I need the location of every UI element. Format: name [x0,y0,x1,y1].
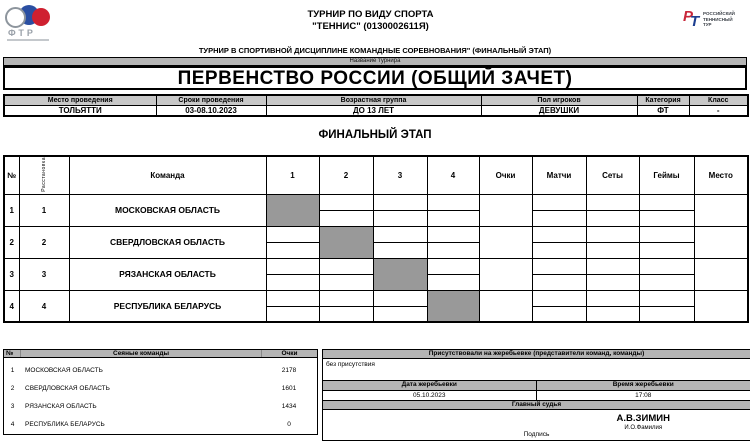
rtt-text-line2: ТЕННИСНЫЙ [703,17,735,23]
draw-time-value: 17:08 [537,391,750,400]
info-value-cell: ТОЛЬЯТТИ [4,105,156,116]
match-score-cell-top [427,194,479,210]
sport-title-line2: "ТЕННИС" (0130002611Я) [58,21,683,33]
match-score-cell-top [373,290,427,306]
ftr-logo-caption-bar [7,39,49,41]
rtt-logo-letters-icon [683,8,703,32]
draw-date-value: 05.10.2023 [323,391,537,400]
chief-referee-header-bar: Главный судья [323,401,750,410]
match-score-cell-bottom [319,306,373,322]
points-cell [479,258,532,290]
seeded-team-row [4,397,317,415]
match-score-cell-bottom [373,242,427,258]
signature-area [323,410,750,440]
seeded-team-name: СВЕРДЛОВСКАЯ ОБЛАСТЬ [21,385,261,392]
seeded-team-number: 4 [4,421,21,428]
rtt-text-line1: РОССИЙСКИЙ [703,11,735,17]
match-score-cell-top [427,226,479,242]
team-name-cell: МОСКОВСКАЯ ОБЛАСТЬ [69,194,266,226]
seeded-header-points: Очки [261,350,317,357]
match-score-cell-bottom [266,242,319,258]
games-cell-bottom [639,274,694,290]
matches-cell-bottom [532,210,586,226]
seeded-team-name: МОСКОВСКАЯ ОБЛАСТЬ [21,367,261,374]
seeded-team-points: 2178 [261,367,317,374]
matches-cell-bottom [532,242,586,258]
results-header-cell: Очки [479,156,532,194]
match-score-cell-bottom [373,306,427,322]
info-value-row [4,105,748,116]
matches-cell-top [532,258,586,274]
results-header-cell: Команда [69,156,266,194]
team-row-top [4,194,748,210]
info-value-cell: 03-08.10.2023 [156,105,266,116]
tournament-name-title: ПЕРВЕНСТВО РОССИИ (ОБЩИЙ ЗАЧЕТ) [3,66,747,90]
seeded-team-row [4,361,317,379]
results-header-cell: Сеты [586,156,639,194]
ftr-logo-tennis-ball-icon [5,7,26,28]
matches-cell-top [532,226,586,242]
match-score-cell-top [266,226,319,242]
seeded-team-row [4,415,317,433]
draw-datetime-header-bar [323,381,750,391]
match-score-cell-bottom [427,274,479,290]
results-header-cell: Матчи [532,156,586,194]
info-value-cell: ФТ [637,105,689,116]
seeded-team-points: 1434 [261,403,317,410]
info-value-cell: - [689,105,748,116]
place-cell [694,290,748,322]
seeded-team-points: 0 [261,421,317,428]
games-cell-bottom [639,306,694,322]
points-cell [479,226,532,258]
matches-cell-bottom [532,274,586,290]
page-header [3,4,747,44]
signature-caption: Подпись [323,431,750,438]
seeded-team-points: 1601 [261,385,317,392]
team-name-cell: РЕСПУБЛИКА БЕЛАРУСЬ [69,290,266,322]
referee-name-caption: И.О.Фамилия [537,425,750,431]
match-score-cell-top [373,226,427,242]
results-header-cell: Место [694,156,748,194]
diagonal-blocked-cell [373,258,427,290]
draw-date-label: Дата жеребьевки [323,381,537,390]
seeded-team-name: РЕСПУБЛИКА БЕЛАРУСЬ [21,421,261,428]
sets-cell-bottom [586,274,639,290]
team-number-cell: 2 [4,226,19,258]
match-score-cell-top [319,290,373,306]
seeded-teams-table [3,349,318,435]
match-score-cell-top [266,290,319,306]
match-score-cell-top [373,194,427,210]
team-placement-cell: 2 [19,226,69,258]
games-cell-top [639,226,694,242]
seeded-teams-body [3,358,318,435]
sets-cell-top [586,290,639,306]
points-cell [479,290,532,322]
draw-datetime-values [323,391,750,401]
points-cell [479,194,532,226]
seeded-team-row [4,379,317,397]
draw-info-panel [322,349,750,441]
match-score-cell-top [319,258,373,274]
match-score-cell-bottom [427,242,479,258]
info-header-cell: Класс [689,95,748,105]
info-header-cell: Место проведения [4,95,156,105]
games-cell-top [639,194,694,210]
tournament-sport-title [58,4,683,33]
ftr-federation-logo [3,4,58,42]
rtt-logo-text [703,8,735,32]
team-number-cell: 3 [4,258,19,290]
results-header-cell: № [4,156,19,194]
rtt-letter-p: Р [683,8,693,25]
info-header-cell: Сроки проведения [156,95,266,105]
results-header-cell: 2 [319,156,373,194]
sets-cell-bottom [586,306,639,322]
match-score-cell-top [266,258,319,274]
sets-cell-top [586,226,639,242]
results-header-vertical-label: Расстановка [41,157,47,192]
match-score-cell-bottom [427,210,479,226]
place-cell [694,258,748,290]
sets-cell-bottom [586,242,639,258]
team-number-cell: 4 [4,290,19,322]
ftr-logo-red-ball-icon [32,8,50,26]
stage-title: ФИНАЛЬНЫЙ ЭТАП [3,129,747,141]
matches-cell-top [532,290,586,306]
team-row-top [4,258,748,274]
seeded-teams-header [3,349,318,358]
match-score-cell-bottom [319,210,373,226]
sets-cell-bottom [586,210,639,226]
sets-cell-top [586,194,639,210]
results-header-cell: 4 [427,156,479,194]
team-placement-cell: 1 [19,194,69,226]
bottom-section [3,349,747,441]
team-row-top [4,226,748,242]
info-value-cell: ДО 13 ЛЕТ [266,105,481,116]
tournament-info-table [3,94,749,117]
place-cell [694,194,748,226]
seeded-header-name: Сеяные команды [21,350,261,357]
team-name-cell: РЯЗАНСКАЯ ОБЛАСТЬ [69,258,266,290]
seeded-header-num: № [4,350,21,357]
matches-cell-bottom [532,306,586,322]
games-cell-bottom [639,242,694,258]
results-header-cell: 1 [266,156,319,194]
diagonal-blocked-cell [266,194,319,226]
russian-tennis-tour-logo [683,4,747,32]
team-row-top [4,290,748,306]
attendees-header-bar: Присутствовали на жеребьевке (представители команд, команды) [323,350,750,359]
rtt-letter-t: Т [690,13,699,30]
results-header-cell: Геймы [639,156,694,194]
referee-name-block [537,413,750,431]
match-score-cell-bottom [266,274,319,290]
info-header-row [4,95,748,105]
place-cell [694,226,748,258]
draw-time-label: Время жеребьевки [537,381,750,390]
results-header-cell [19,156,69,194]
games-cell-bottom [639,210,694,226]
team-placement-cell: 4 [19,290,69,322]
matches-cell-top [532,194,586,210]
match-score-cell-bottom [373,210,427,226]
seeded-team-number: 1 [4,367,21,374]
info-header-cell: Пол игроков [481,95,637,105]
diagonal-blocked-cell [427,290,479,322]
diagonal-blocked-cell [319,226,373,258]
discipline-subtitle: ТУРНИР В СПОРТИВНОЙ ДИСЦИПЛИНЕ КОМАНДНЫЕ СОРЕВНОВАНИЯ" (ФИНАЛЬНЫЙ ЭТАП) [3,46,747,55]
team-placement-cell: 3 [19,258,69,290]
match-score-cell-bottom [266,306,319,322]
games-cell-top [639,258,694,274]
match-score-cell-top [427,258,479,274]
info-header-cell: Возрастная группа [266,95,481,105]
results-header-cell: 3 [373,156,427,194]
info-value-cell: ДЕВУШКИ [481,105,637,116]
games-cell-top [639,290,694,306]
seeded-team-number: 2 [4,385,21,392]
seeded-team-number: 3 [4,403,21,410]
attendees-value: без присутствия [323,359,750,381]
team-name-cell: СВЕРДЛОВСКАЯ ОБЛАСТЬ [69,226,266,258]
seeded-team-name: РЯЗАНСКАЯ ОБЛАСТЬ [21,403,261,410]
results-header-row [4,156,748,194]
team-number-cell: 1 [4,194,19,226]
rtt-text-line3: ТУР [703,22,735,28]
match-score-cell-top [319,194,373,210]
sets-cell-top [586,258,639,274]
info-header-cell: Категория [637,95,689,105]
ftr-logo-abbr: ФТР [8,28,36,38]
tournament-name-label-bar: Название турнира [3,57,747,66]
referee-name: А.В.ЗИМИН [537,413,750,424]
sport-title-line1: ТУРНИР ПО ВИДУ СПОРТА [58,9,683,21]
round-robin-results-table [3,155,749,323]
match-score-cell-bottom [319,274,373,290]
